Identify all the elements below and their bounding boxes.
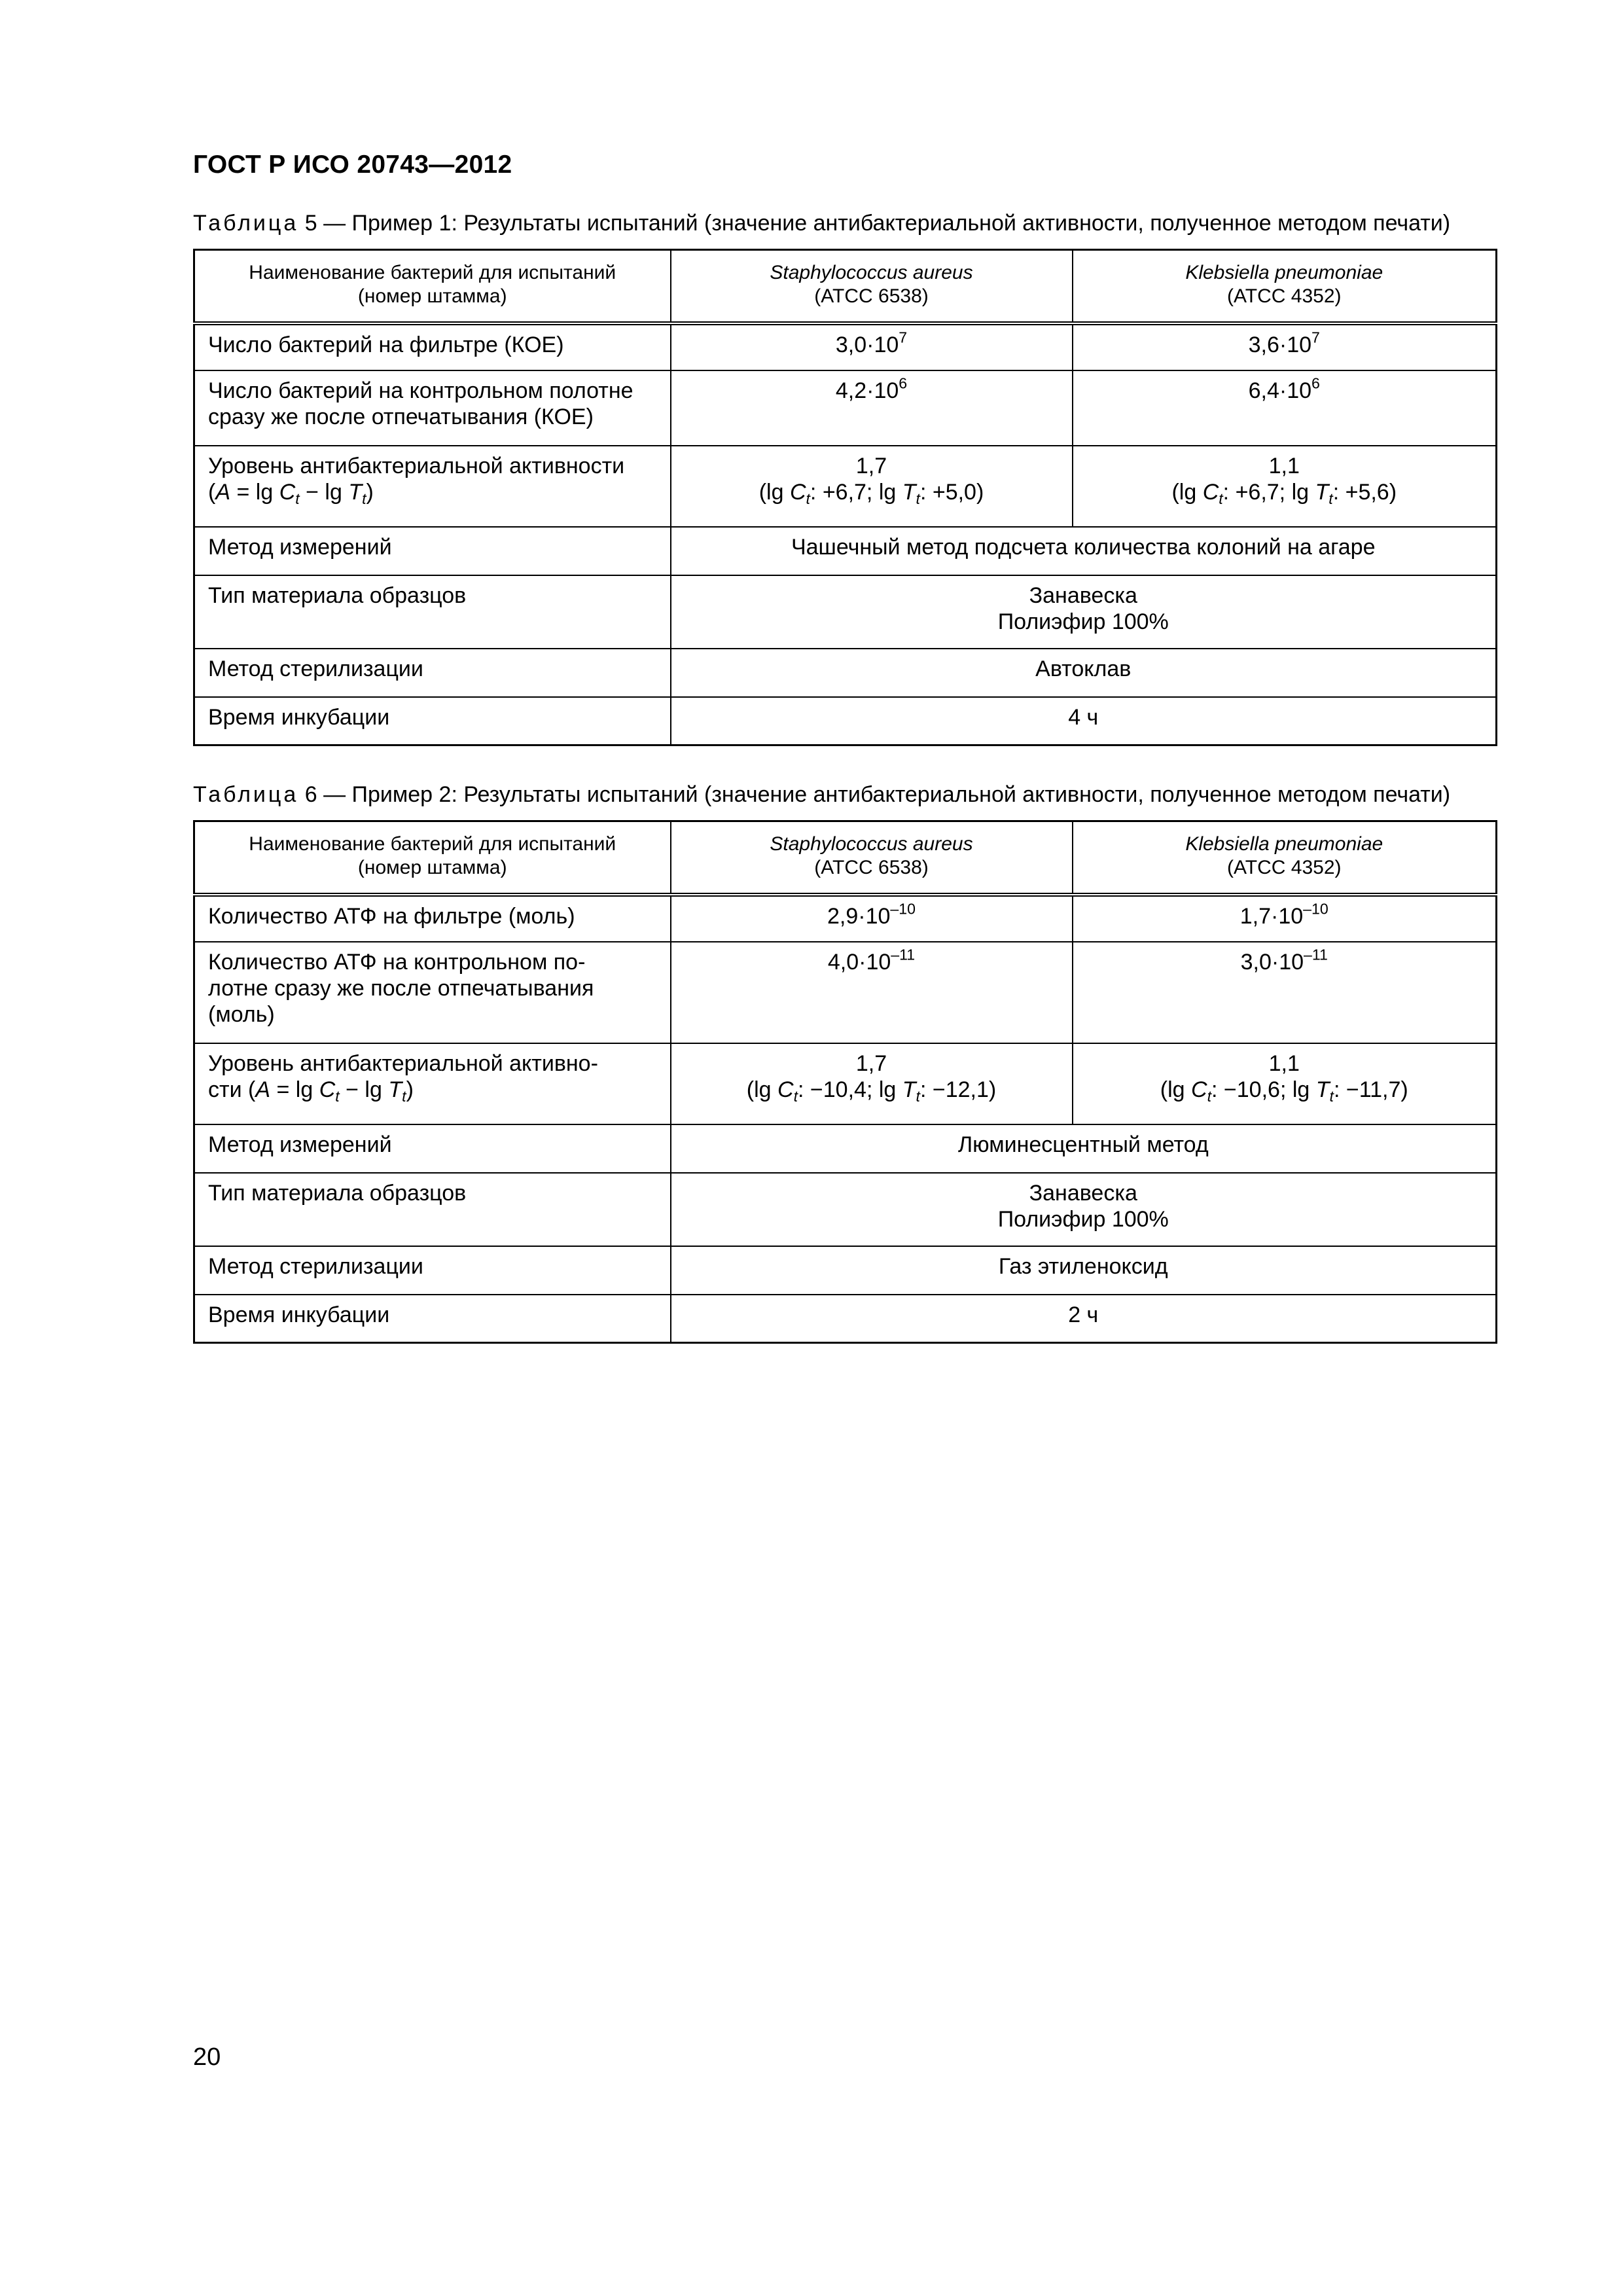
cell-value: 1,1 (lg $C_t$: −10,6; $\lg T_t$: −11,7) bbox=[1073, 1043, 1497, 1124]
cell-value: 2 ч bbox=[671, 1295, 1497, 1343]
row-label: Число бактерий на фильтре (КОЕ) bbox=[194, 323, 671, 370]
table5-header-klebs: Klebsiella pneumoniae (ATCC 4352) bbox=[1073, 250, 1497, 323]
row-label: Число бактерий на контрольном полотне сразу же после отпечатывания (КОЕ) bbox=[194, 370, 671, 446]
cell-value: Автоклав bbox=[671, 649, 1497, 697]
row-label: Метод стерилизации bbox=[194, 649, 671, 697]
table6-caption: Таблица 6 — Пример 2: Результаты испытаний (значение антибактериальной активности, полученное методом печати) bbox=[193, 782, 1451, 807]
table-row bbox=[194, 527, 1497, 575]
cell-value: 1,1 (lg $C_t$: +6,7; $\lg T_t$: +5,6) bbox=[1073, 446, 1497, 527]
table6 bbox=[193, 820, 1497, 1344]
row-label: Уровень антибактериальной активно- сти $(A = \lg C_t - \lg T_t)$ bbox=[194, 1043, 671, 1124]
cell-value: $2,9\cdot 10^{-10}$ bbox=[671, 895, 1073, 942]
table-row bbox=[194, 323, 1497, 370]
table-row bbox=[194, 1295, 1497, 1343]
cell-value: $3,0\cdot 10^{-11}$ bbox=[1073, 942, 1497, 1043]
cell-value: Чашечный метод подсчета количества колоний на агаре bbox=[671, 527, 1497, 575]
table-row bbox=[194, 895, 1497, 942]
row-label: Метод измерений bbox=[194, 1124, 671, 1173]
table5 bbox=[193, 249, 1497, 746]
row-label: Количество АТФ на контрольном по- лотне сразу же после отпечатывания (моль) bbox=[194, 942, 671, 1043]
table6-header-klebs: Klebsiella pneumoniae (ATCC 4352) bbox=[1073, 821, 1497, 895]
page-number: 20 bbox=[193, 2043, 221, 2071]
row-label: Тип материала образцов bbox=[194, 575, 671, 649]
cell-value: Занавеска Полиэфир 100% bbox=[671, 1173, 1497, 1246]
table5-caption: Таблица 5 — Пример 1: Результаты испытаний (значение антибактериальной активности, полученное методом печати) bbox=[193, 211, 1451, 236]
row-label: Метод стерилизации bbox=[194, 1246, 671, 1295]
cell-value: $3,6\cdot 10^7$ bbox=[1073, 323, 1497, 370]
row-label: Уровень антибактериальной активности $(A = \lg C_t - \lg T_t)$ bbox=[194, 446, 671, 527]
cell-value: 4 ч bbox=[671, 697, 1497, 745]
row-label: Время инкубации bbox=[194, 1295, 671, 1343]
cell-value: $1,7\cdot 10^{-10}$ bbox=[1073, 895, 1497, 942]
table6-header-bacteria: Наименование бактерий для испытаний (номер штамма) bbox=[194, 821, 671, 895]
cell-value: Занавеска Полиэфир 100% bbox=[671, 575, 1497, 649]
table6-header-row bbox=[194, 821, 1497, 895]
cell-value: $3,0\cdot 10^7$ bbox=[671, 323, 1073, 370]
cell-value: 1,7 (lg $C_t$: +6,7; $\lg T_t$: +5,0) bbox=[671, 446, 1073, 527]
table-row bbox=[194, 370, 1497, 446]
cell-value: Газ этиленоксид bbox=[671, 1246, 1497, 1295]
cell-value: $4,0\cdot 10^{-11}$ bbox=[671, 942, 1073, 1043]
cell-value: $6,4\cdot 10^6$ bbox=[1073, 370, 1497, 446]
table-row bbox=[194, 697, 1497, 745]
table5-header-bacteria: Наименование бактерий для испытаний (номер штамма) bbox=[194, 250, 671, 323]
table5-header-row bbox=[194, 250, 1497, 323]
row-label: Метод измерений bbox=[194, 527, 671, 575]
row-label: Тип материала образцов bbox=[194, 1173, 671, 1246]
document-code: ГОСТ Р ИСО 20743—2012 bbox=[193, 151, 512, 179]
cell-value: $4,2\cdot 10^6$ bbox=[671, 370, 1073, 446]
table6-header-staph: Staphylococcus aureus (ATCC 6538) bbox=[671, 821, 1073, 895]
table-row bbox=[194, 446, 1497, 527]
table-row bbox=[194, 1173, 1497, 1246]
table-row bbox=[194, 1246, 1497, 1295]
table-row bbox=[194, 1043, 1497, 1124]
table-row bbox=[194, 1124, 1497, 1173]
table-row bbox=[194, 942, 1497, 1043]
row-label: Количество АТФ на фильтре (моль) bbox=[194, 895, 671, 942]
cell-value: 1,7 (lg $C_t$: −10,4; $\lg T_t$: −12,1) bbox=[671, 1043, 1073, 1124]
table-row bbox=[194, 649, 1497, 697]
table-row bbox=[194, 575, 1497, 649]
table5-header-staph: Staphylococcus aureus (ATCC 6538) bbox=[671, 250, 1073, 323]
row-label: Время инкубации bbox=[194, 697, 671, 745]
cell-value: Люминесцентный метод bbox=[671, 1124, 1497, 1173]
